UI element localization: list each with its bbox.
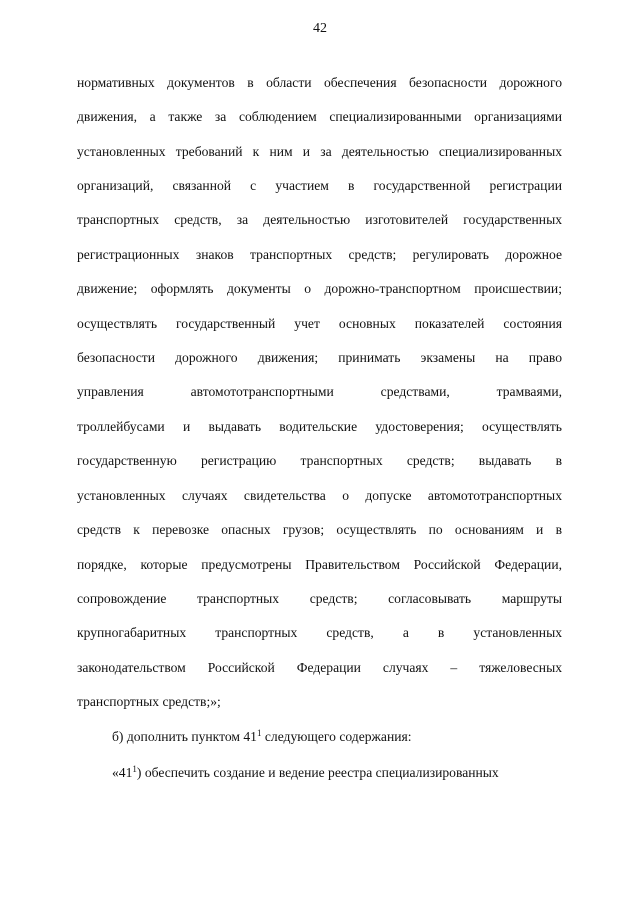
- text-line: установленных случаях свидетельства о допуске автомототранспортных: [77, 488, 562, 503]
- text-line: законодательством Российской Федерации случаях – тяжеловесных: [77, 660, 562, 675]
- new-item-41-1: [112, 762, 562, 784]
- text-line: сопровождение транспортных средств; согласовывать маршруты: [77, 591, 562, 606]
- text-line: государственную регистрацию транспортных средств; выдавать в: [77, 453, 562, 468]
- text-line: безопасности дорожного движения; принимать экзамены на право: [77, 350, 562, 365]
- text-line: управления автомототранспортными средствами, трамваями,: [77, 384, 562, 399]
- text-line: крупногабаритных транспортных средств, а в установленных: [77, 625, 562, 640]
- text-line: организаций, связанной с участием в государственной регистрации: [77, 178, 562, 193]
- new-item-superscript: 1: [132, 764, 137, 774]
- text-line: транспортных средств;»;: [77, 694, 221, 709]
- amendment-item-b: [112, 726, 562, 748]
- new-item-suffix: ) обеспечить создание и ведение реестра специализированных: [136, 765, 499, 780]
- text-line: троллейбусами и выдавать водительские удостоверения; осуществлять: [77, 419, 562, 434]
- item-b-suffix: следующего содержания:: [261, 729, 412, 744]
- text-line: осуществлять государственный учет основных показателей состояния: [77, 316, 562, 331]
- new-item-prefix: «41: [112, 765, 133, 780]
- text-line: порядке, которые предусмотрены Правительством Российской Федерации,: [77, 557, 562, 572]
- text-line: движение; оформлять документы о дорожно-транспортном происшествии;: [77, 281, 562, 296]
- text-line: движения, а также за соблюдением специализированными организациями: [77, 109, 562, 124]
- text-line: средств к перевозке опасных грузов; осуществлять по основаниям и в: [77, 522, 562, 537]
- text-line: нормативных документов в области обеспечения безопасности дорожного: [77, 75, 562, 90]
- item-b-superscript: 1: [256, 728, 262, 738]
- item-b-prefix: б) дополнить пунктом 41: [112, 729, 257, 744]
- text-line: регистрационных знаков транспортных средств; регулировать дорожное: [77, 247, 562, 262]
- text-line: транспортных средств, за деятельностью изготовителей государственных: [77, 212, 562, 227]
- page-number: 42: [313, 21, 327, 36]
- text-line: установленных требований к ним и за деятельностью специализированных: [77, 144, 562, 159]
